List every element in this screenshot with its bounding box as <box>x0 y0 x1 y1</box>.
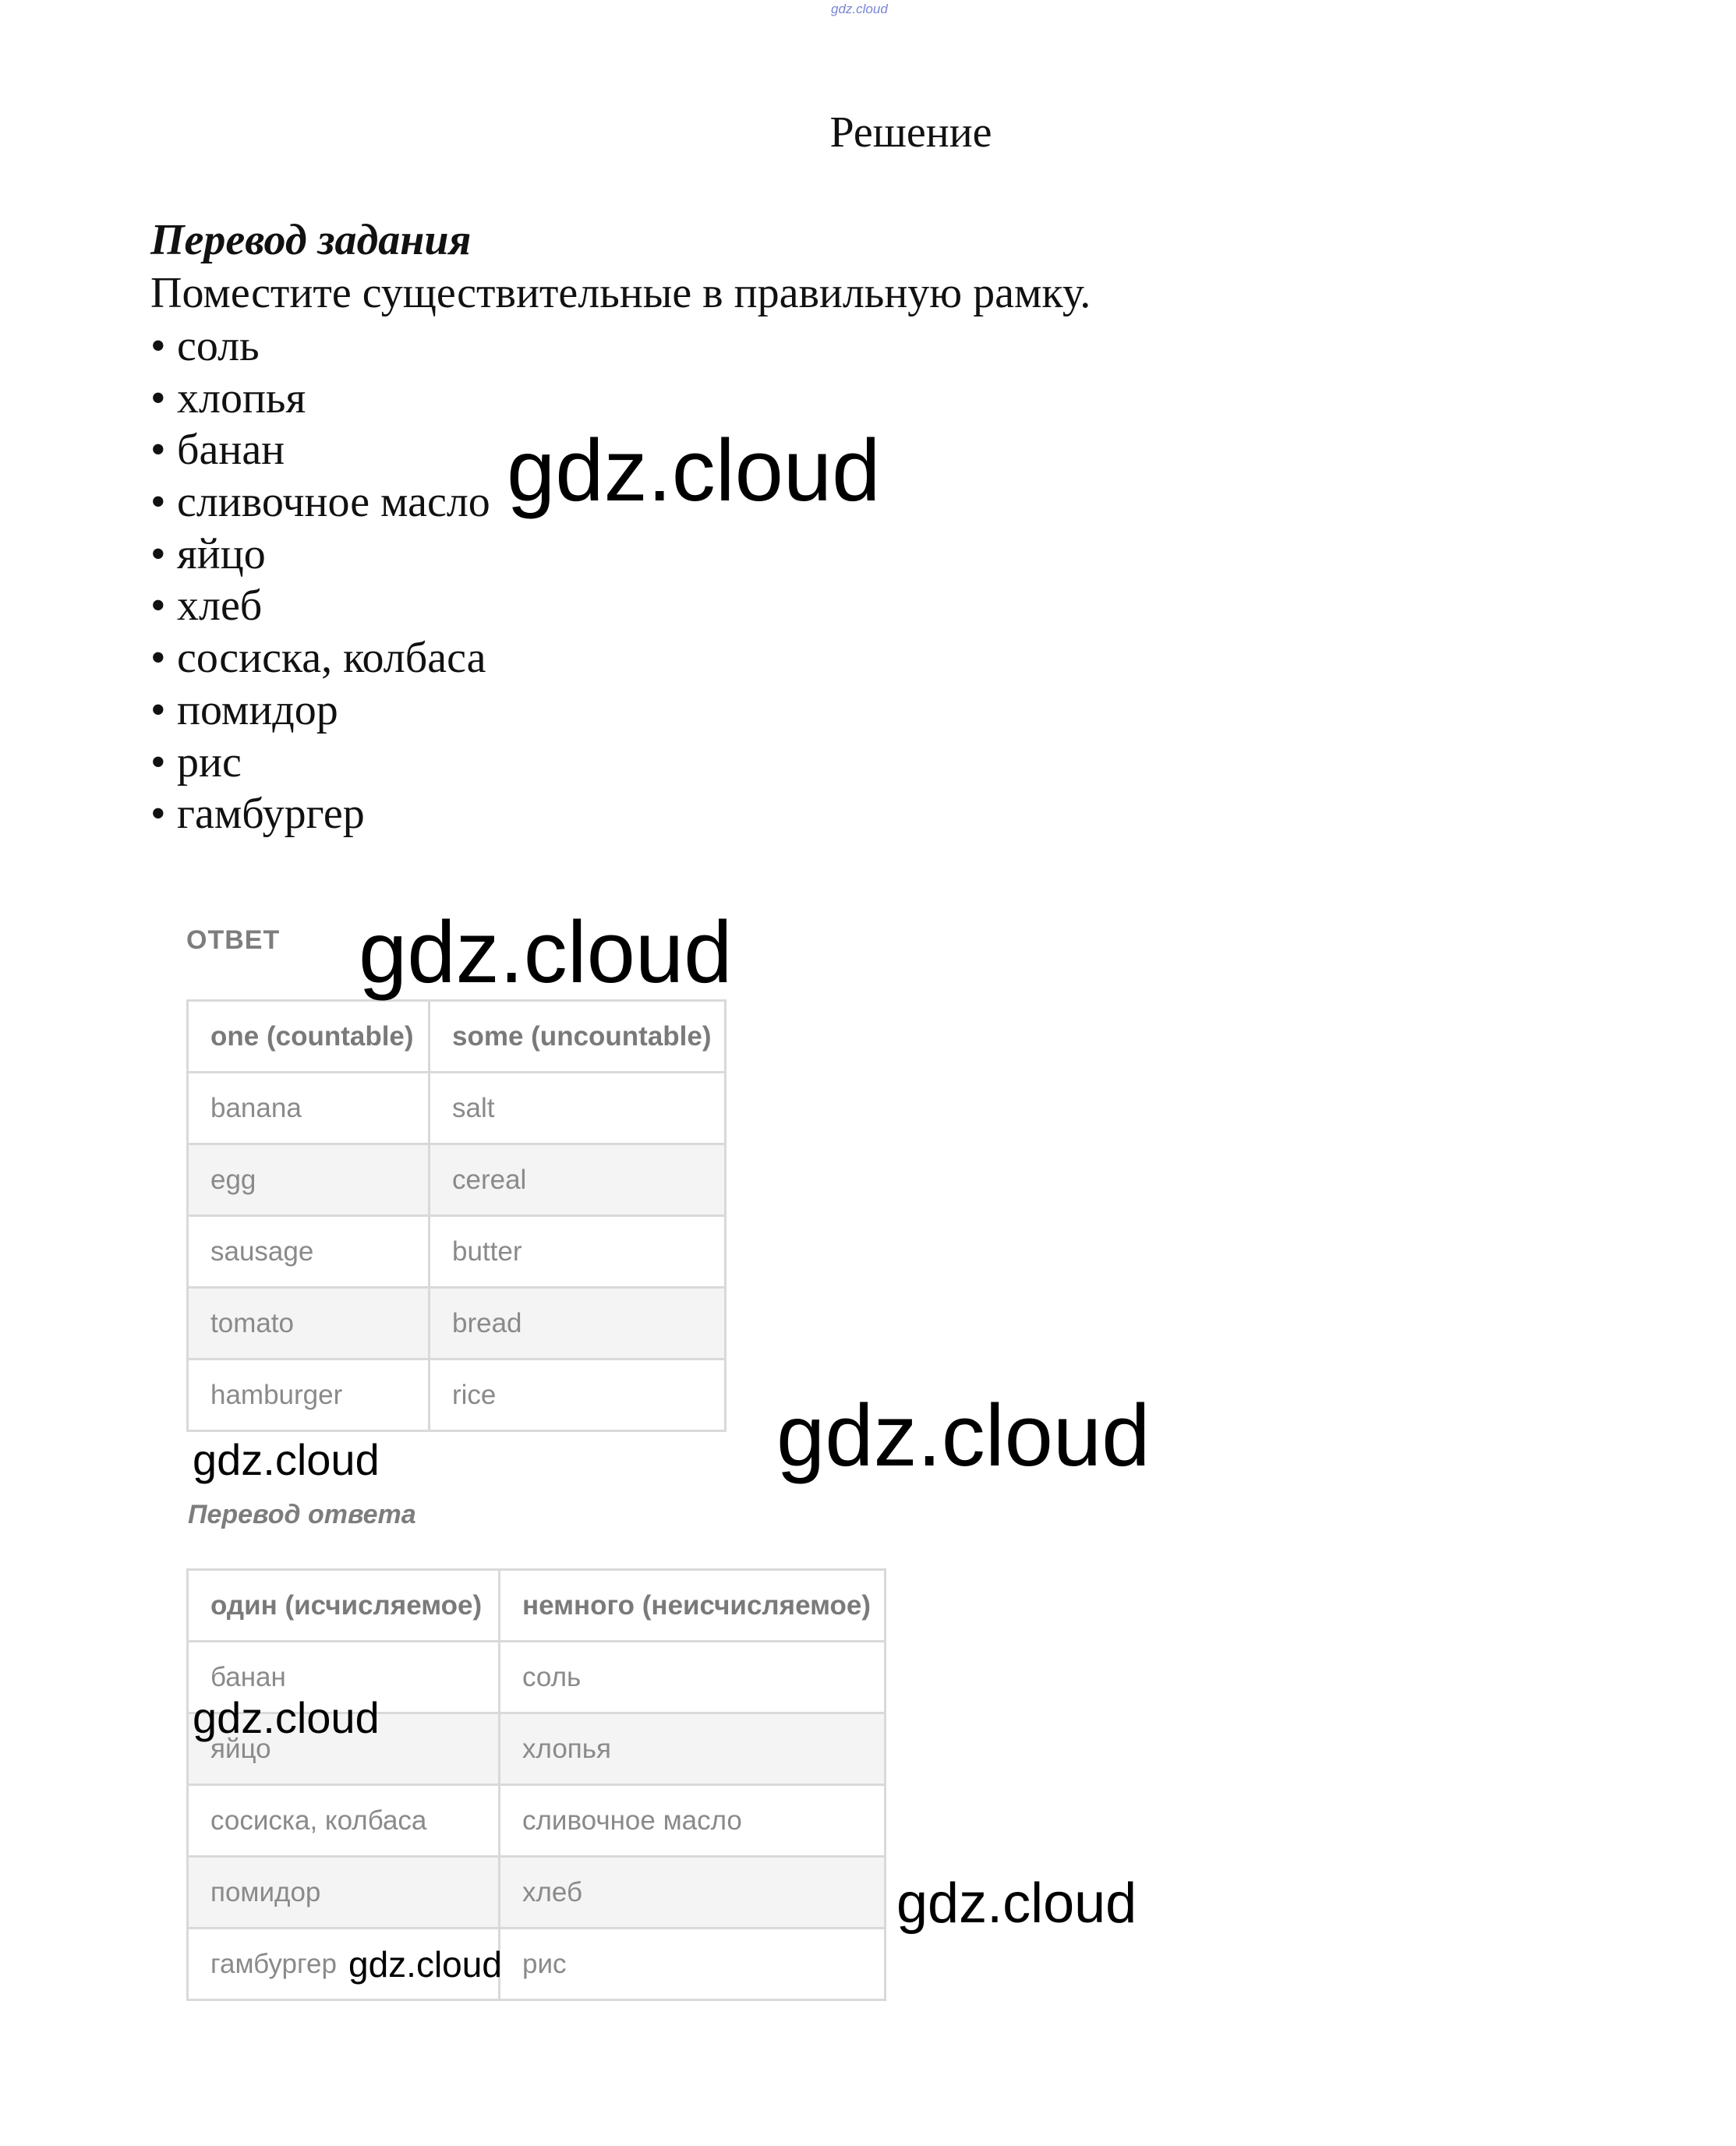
bullet: • <box>150 373 166 422</box>
table-header-row <box>188 1570 886 1642</box>
top-watermark: gdz.cloud <box>831 2 888 16</box>
watermark: gdz.cloud <box>193 1693 380 1742</box>
table-row <box>188 1073 726 1144</box>
list-item <box>150 788 490 840</box>
table-cell: помидор <box>188 1857 500 1929</box>
table-cell: cereal <box>430 1144 726 1216</box>
watermark: gdz.cloud <box>359 903 733 1001</box>
table-row <box>188 1288 726 1359</box>
table-cell: hamburger <box>188 1359 430 1431</box>
table-header-row <box>188 1001 726 1073</box>
bullet: • <box>150 737 166 787</box>
bullet: • <box>150 426 166 475</box>
bullet: • <box>150 322 166 370</box>
bullet: • <box>150 478 166 527</box>
answer-table <box>186 999 727 1432</box>
table-cell: rice <box>430 1359 726 1431</box>
table-row <box>188 1857 886 1929</box>
answer-label: ОТВЕТ <box>186 925 281 955</box>
table-cell: bread <box>430 1288 726 1359</box>
table-cell: banana <box>188 1073 430 1144</box>
table-row <box>188 1359 726 1431</box>
list-item <box>150 580 490 632</box>
table-cell: sausage <box>188 1216 430 1288</box>
list-item-text: гамбургер <box>177 790 365 839</box>
table-cell: хлеб <box>500 1857 886 1929</box>
table-cell: сливочное масло <box>500 1785 886 1857</box>
table-cell: рис <box>500 1929 886 2000</box>
list-item <box>150 737 490 789</box>
column-header: one (countable) <box>188 1001 430 1073</box>
table-row <box>188 1929 886 2000</box>
watermark: gdz.cloud <box>776 1387 1151 1484</box>
list-item <box>150 632 490 684</box>
table-row <box>188 1216 726 1288</box>
list-item <box>150 529 490 581</box>
list-item-text: хлопья <box>177 373 306 422</box>
column-header: some (uncountable) <box>430 1001 726 1073</box>
bullet: • <box>150 582 166 631</box>
watermark: gdz.cloud <box>348 1944 502 1985</box>
watermark: gdz.cloud <box>193 1435 380 1484</box>
task-heading: Перевод задания <box>150 216 472 264</box>
table-cell: банан <box>188 1642 500 1713</box>
table-cell: яйцо <box>188 1713 500 1785</box>
table-cell: tomato <box>188 1288 430 1359</box>
page-title: Решение <box>829 108 992 157</box>
bullet: • <box>150 790 166 839</box>
list-item-text: соль <box>177 322 260 370</box>
table-cell: egg <box>188 1144 430 1216</box>
list-item-text: помидор <box>177 685 338 734</box>
watermark: gdz.cloud <box>896 1872 1137 1935</box>
list-item-text: яйцо <box>177 529 266 578</box>
list-item-text: банан <box>177 426 285 475</box>
table-cell: хлопья <box>500 1713 886 1785</box>
column-header: немного (неисчисляемое) <box>500 1570 886 1642</box>
list-item-text: рис <box>177 737 242 787</box>
watermark: gdz.cloud <box>507 422 881 519</box>
table-row <box>188 1785 886 1857</box>
word-list <box>150 320 490 840</box>
bullet: • <box>150 529 166 578</box>
list-item <box>150 476 490 529</box>
list-item <box>150 684 490 737</box>
bullet: • <box>150 634 166 683</box>
answer-translation-label: Перевод ответа <box>188 1500 416 1529</box>
answer-translation-table <box>186 1568 886 2001</box>
list-item <box>150 320 490 373</box>
list-item <box>150 424 490 476</box>
table-cell: гамбургер <box>188 1929 500 2000</box>
table-cell: соль <box>500 1642 886 1713</box>
table-cell: сосиска, колбаса <box>188 1785 500 1857</box>
bullet: • <box>150 685 166 734</box>
task-instruction: Поместите существительные в правильную рамку. <box>150 269 1091 317</box>
table-cell: salt <box>430 1073 726 1144</box>
list-item <box>150 373 490 425</box>
column-header: один (исчисляемое) <box>188 1570 500 1642</box>
list-item-text: хлеб <box>177 582 263 631</box>
list-item-text: сливочное масло <box>177 478 490 527</box>
table-cell: butter <box>430 1216 726 1288</box>
table-row <box>188 1144 726 1216</box>
list-item-text: сосиска, колбаса <box>177 634 486 683</box>
